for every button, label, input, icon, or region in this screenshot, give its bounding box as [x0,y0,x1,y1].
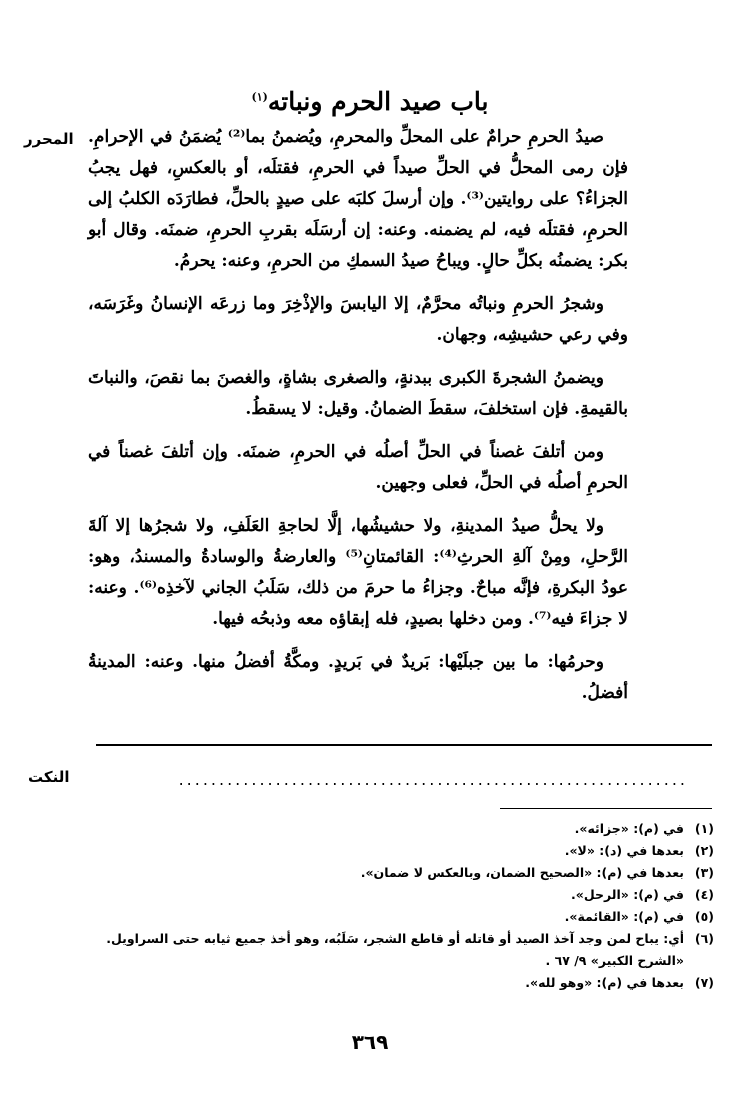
footnote [96,862,714,884]
chapter-title [200,86,540,118]
paragraph-1: صيدُ الحرمِ حرامٌ على المحلِّ والمحرمِ، ويُضمنُ بما⁽²⁾ يُضمَنُ في الإحرامِ. فإن رمى المحلُّ في الحلِّ صيداً في الحرمِ، فقتلَه، أو بالعكسِ، فهل يجبُ الجزاءُ؟ على روايتين⁽³⁾. وإن أرسلَ كلبَه على صيدٍ بالحلِّ، فطارَدَه الكلبُ إلى الحرمِ، فقتلَه فيه، لم يضمنه. وعنه: إن أرسَلَه بقربِ الحرمِ، ضمنَه. وقال أبو بكر: يضمنُه بكلِّ حالٍ. ويباحُ صيدُ السمكِ من الحرمِ، وعنه: يحرمُ. [88,127,628,271]
chapter-title-text: باب صيد الحرم ونباته [267,87,489,116]
footnote-number: (٥) [694,909,714,924]
footnote [96,818,714,840]
nukat-dotted-line: ............................................................... [178,770,688,789]
footnote-text: بعدها في (م): «الصحيح الضمان، وبالعكس لا ضمان». [360,865,684,880]
paragraph-3: ويضمنُ الشجرةَ الكبرى ببدنةٍ، والصغرى بشاةٍ، والغصنَ بما نقصَ، والنباتَ بالقيمةِ. فإن استخلفَ، سقطَ الضمانُ. وقيل: لا يسقطُ. [88,368,628,419]
footnote-text: بعدها في (م): «وهو لله». [525,975,684,990]
footnote-number: (٤) [694,887,714,902]
main-divider [96,744,712,746]
footnote-number: (٦) [694,931,714,946]
paragraph-2: وشجرُ الحرمِ ونباتُه محرَّمٌ، إلا اليابسَ والإذْخِرَ وما زرعَه الإنسانُ وغَرَسَه، وفي رعي حشيشِه، وجهان. [88,294,628,345]
footnote-text: في (م): «القائمة». [564,909,684,924]
footnote [96,928,714,972]
footnote-text: في (م): «جزائه». [574,821,684,836]
paragraph-6: وحرمُها: ما بين جبلَيْها: بَريدٌ في بَريدٍ. ومكَّةُ أفضلُ منها. وعنه: المدينةُ أفضلُ. [88,652,628,703]
margin-label-nukat: النكت [28,768,70,786]
footnote [96,972,714,994]
footnote-divider [500,808,712,809]
footnote-number: (٧) [694,975,714,990]
footnotes [96,818,714,994]
page-number: ٣٦٩ [351,1030,389,1054]
main-text [88,122,628,721]
footnote-number: (٣) [694,865,714,880]
footnote-text: بعدها في (د): «لا». [564,843,684,858]
footnote-text: في (م): «الرحل». [571,887,684,902]
footnote [96,840,714,862]
paragraph-4: ومن أتلفَ غصناً في الحلِّ أصلُه في الحرمِ، ضمنَه. وإن أتلفَ غصناً في الحرمِ أصلُه في الحلِّ، فعلى وجهين. [88,442,628,493]
footnote [96,906,714,928]
paragraph-5: ولا يحلُّ صيدُ المدينةِ، ولا حشيشُها، إلَّا لحاجةِ العَلَفِ، ولا شجرُها إلا آلةَ الرَّحلِ، ومِنْ آلةِ الحرثِ⁽⁴⁾: القائمتانِ⁽⁵⁾ والعارضةُ والوسادةُ والمسندُ، وهو: عودُ البكرةِ، فإنَّه مباحٌ. وجزاءُ ما حرمَ من ذلك، سَلَبُ الجاني لآخذِه⁽⁶⁾. وعنه: لا جزاءَ فيه⁽⁷⁾. ومن دخلها بصيدٍ، فله إبقاؤه معه وذبحُه فيها. [88,516,629,629]
title-footnote-ref: (١) [251,90,268,104]
footnote-number: (١) [694,821,714,836]
margin-label-muharrar: المحرر [24,130,74,148]
footnote-text: أي: يباح لمن وجد آخذ الصيد أو قاتله أو قاطع الشجر، سَلَبُه، وهو أخذ جميع ثيابه حتى السراويل. «الشرح الكبير» ٩/ ٦٧ . [106,931,684,968]
footnote-number: (٢) [694,843,714,858]
footnote [96,884,714,906]
